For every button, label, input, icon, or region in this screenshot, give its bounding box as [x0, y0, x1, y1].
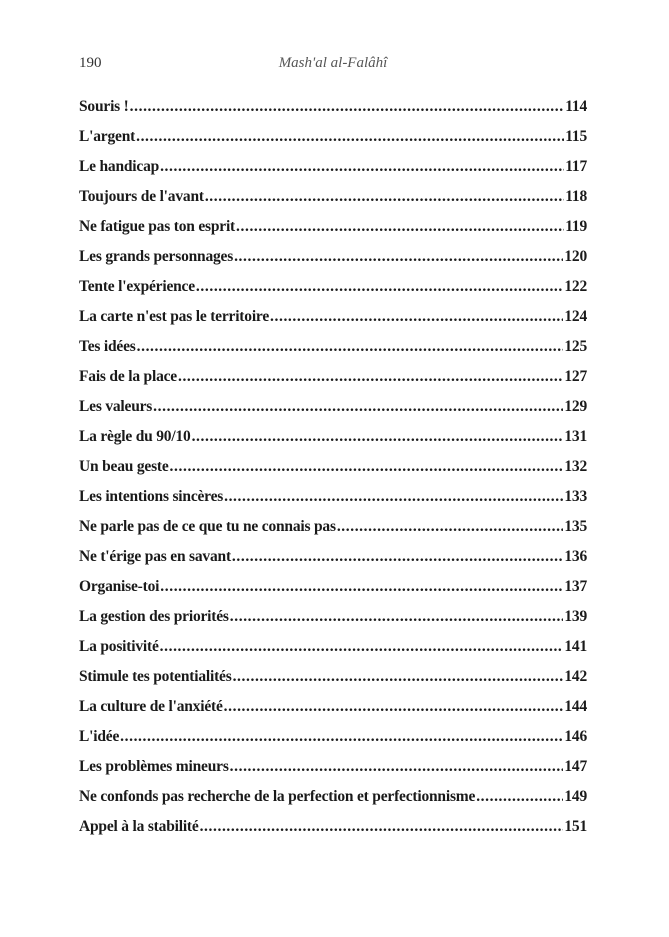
toc-dot-leader: [200, 818, 564, 836]
toc-dot-leader: [476, 788, 563, 806]
toc-entry: [79, 212, 587, 242]
toc-entry-page: 131: [564, 428, 587, 445]
toc-entry-title: Le handicap: [79, 158, 160, 175]
toc-entry-title: Appel à la stabilité: [79, 818, 199, 835]
toc-entry: [79, 422, 587, 452]
toc-entry-title: Toujours de l'avant: [79, 188, 204, 205]
toc-entry: [79, 572, 587, 602]
toc-entry-page: 133: [564, 488, 587, 505]
toc-dot-leader: [136, 128, 564, 146]
toc-entry-page: 125: [564, 338, 587, 355]
toc-entry-title: Les problèmes mineurs: [79, 758, 229, 775]
toc-dot-leader: [120, 728, 563, 746]
toc-entry-title: La règle du 90/10: [79, 428, 191, 445]
toc-entry: [79, 242, 587, 272]
toc-dot-leader: [232, 548, 563, 566]
toc-entry-title: Tente l'expérience: [79, 278, 195, 295]
toc-entry: [79, 92, 587, 122]
toc-dot-leader: [130, 98, 565, 116]
toc-entry: [79, 122, 587, 152]
toc-entry-page: 122: [564, 278, 587, 295]
toc-entry-title: Organise-toi: [79, 578, 160, 595]
toc-entry-page: 146: [564, 728, 587, 745]
toc-entry-page: 120: [564, 248, 587, 265]
toc-entry-page: 151: [564, 818, 587, 835]
toc-dot-leader: [205, 188, 564, 206]
toc-entry-page: 119: [565, 218, 587, 235]
toc-entry: [79, 722, 587, 752]
toc-entry: [79, 542, 587, 572]
toc-dot-leader: [236, 218, 564, 236]
toc-dot-leader: [170, 458, 564, 476]
toc-entry: [79, 272, 587, 302]
toc-dot-leader: [224, 698, 564, 716]
toc-entry-page: 144: [564, 698, 587, 715]
toc-dot-leader: [224, 488, 563, 506]
toc-dot-leader: [196, 278, 563, 296]
toc-entry-page: 132: [564, 458, 587, 475]
toc-entry-title: Un beau geste: [79, 458, 169, 475]
toc-entry: [79, 452, 587, 482]
toc-dot-leader: [160, 578, 563, 596]
toc-entry-title: Les intentions sincères: [79, 488, 224, 505]
toc-entry-page: 149: [564, 788, 587, 805]
toc-entry: [79, 482, 587, 512]
toc-entry-page: 137: [564, 578, 587, 595]
toc-entry-page: 129: [564, 398, 587, 415]
page-number: 190: [79, 55, 102, 71]
toc-entry-title: Ne t'érige pas en savant: [79, 548, 231, 565]
toc-dot-leader: [337, 518, 564, 536]
toc-entry-page: 115: [565, 128, 587, 145]
toc-entry-page: 135: [564, 518, 587, 535]
toc-entry-page: 142: [564, 668, 587, 685]
toc-dot-leader: [230, 758, 564, 776]
toc-dot-leader: [137, 338, 564, 356]
toc-entry-title: La carte n'est pas le territoire: [79, 308, 270, 325]
toc-dot-leader: [192, 428, 564, 446]
toc-entry-title: Ne parle pas de ce que tu ne connais pas: [79, 518, 336, 535]
toc-entry-title: Les valeurs: [79, 398, 153, 415]
toc-entry: [79, 692, 587, 722]
toc-entry: [79, 602, 587, 632]
toc-entry: [79, 632, 587, 662]
toc-entry-title: Ne fatigue pas ton esprit: [79, 218, 236, 235]
running-title: Mash'al al-Falâhî: [278, 55, 388, 71]
toc-entry-page: 117: [565, 158, 587, 175]
page-header: [79, 55, 587, 75]
toc-entry-page: 141: [564, 638, 587, 655]
toc-entry: [79, 332, 587, 362]
toc-entry-page: 147: [564, 758, 587, 775]
toc-dot-leader: [234, 248, 563, 266]
toc-entry-title: Souris !: [79, 98, 129, 115]
toc-entry-page: 139: [564, 608, 587, 625]
toc-dot-leader: [270, 308, 563, 326]
toc-entry: [79, 512, 587, 542]
table-of-contents: [79, 92, 587, 842]
toc-entry-title: Stimule tes potentialités: [79, 668, 232, 685]
toc-entry: [79, 662, 587, 692]
toc-entry-page: 124: [564, 308, 587, 325]
toc-dot-leader: [230, 608, 564, 626]
toc-entry-page: 136: [564, 548, 587, 565]
toc-entry: [79, 812, 587, 842]
toc-dot-leader: [153, 398, 563, 416]
toc-entry-title: Les grands personnages: [79, 248, 234, 265]
toc-entry: [79, 182, 587, 212]
toc-entry-title: Fais de la place: [79, 368, 177, 385]
toc-entry-title: L'argent: [79, 128, 136, 145]
toc-entry: [79, 752, 587, 782]
toc-entry-page: 114: [565, 98, 587, 115]
toc-entry-title: La culture de l'anxiété: [79, 698, 223, 715]
toc-dot-leader: [160, 158, 564, 176]
toc-entry: [79, 362, 587, 392]
toc-entry-title: L'idée: [79, 728, 120, 745]
toc-entry-title: La gestion des priorités: [79, 608, 229, 625]
toc-entry: [79, 782, 587, 812]
toc-entry-title: Ne confonds pas recherche de la perfection et perfectionnisme: [79, 788, 476, 805]
toc-entry: [79, 302, 587, 332]
toc-entry-page: 127: [564, 368, 587, 385]
toc-dot-leader: [233, 668, 564, 686]
toc-entry: [79, 152, 587, 182]
toc-dot-leader: [160, 638, 564, 656]
toc-entry: [79, 392, 587, 422]
toc-entry-page: 118: [565, 188, 587, 205]
toc-entry-title: Tes idées: [79, 338, 136, 355]
toc-entry-title: La positivité: [79, 638, 159, 655]
toc-dot-leader: [178, 368, 563, 386]
